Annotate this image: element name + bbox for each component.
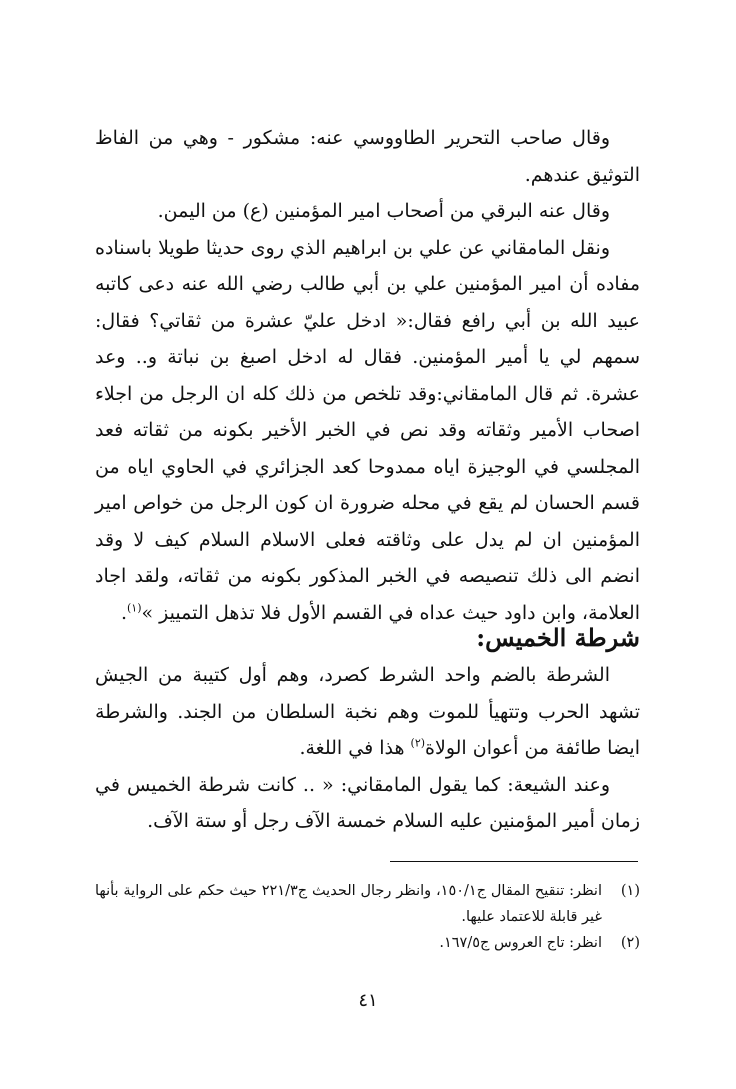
shurta-definition-end: هذا في اللغة. <box>299 737 411 759</box>
footnote-marker: (٢) <box>620 935 640 951</box>
footnote-ref-1: (١) <box>126 601 142 615</box>
footnote-ref-2: (٢) <box>410 736 426 750</box>
section-text-block <box>95 657 640 840</box>
footnote-2 <box>95 930 640 956</box>
footnote-text: انظر: تاج العروس ج١٦٧/٥. <box>439 935 602 951</box>
paragraph-shia-view: وعند الشيعة: كما يقول المامقاني: « .. كانت شرطة الخميس في زمان أمير المؤمنين عليه السلام خمسة الآف رجل أو ستة الآف. <box>95 773 640 832</box>
footnotes <box>95 878 640 956</box>
main-text-block <box>95 120 640 631</box>
shurta-definition-text: الشرطة بالضم واحد الشرط كصرد، وهم أول كتيبة من الجيش تشهد الحرب وتتهيأ للموت وهم نخبة السلطان من الجند. والشرطة ايضا طائفة من أعوان الولاة <box>95 664 640 759</box>
paragraph-barqi: وقال عنه البرقي من أصحاب امير المؤمنين (ع) من اليمن. <box>157 200 610 222</box>
paragraph-mamqani-end: . <box>120 601 127 624</box>
paragraph-mamqani-text: ونقل المامقاني عن علي بن ابراهيم الذي روى حديثا طويلا باسناده مفاده أن امير المؤمنين علي بن أبي طالب رضي الله عنه دعى كاتبه عبيد الله بن أبي رافع فقال:« ادخل عليّ عشرة من ثقاتي؟ فقال: سمهم لي يا أمير المؤمنين. فقال له ادخل اصبغ بن نباتة و.. وعد عشرة. ثم قال المامقاني:وقد تلخص من ذلك كله ان الرجل من اجلاء اصحاب الأمير وثقاته وقد نص في الخبر الأخير بكونه من ثقاته فعد المجلسي في الوجيزة اياه ممدوحا كعد الجزائري في الحاوي اياه من قسم الحسان لم يقع في محله ضرورة ان كون الرجل من خواص امير المؤمنين ان لم يدل على وثاقته فعلى الاسلام السلام كيف لا وقد انضم الى ذلك تنصيصه في الخبر المذكور بكونه من ثقاته، ولقد اجاد العلامة، وابن داود حيث عداه في القسم الأول فلا تذهل التمييز » <box>95 236 640 624</box>
page-number: ٤١ <box>358 990 378 1011</box>
paragraph-shurta-definition <box>95 657 640 767</box>
paragraph-mamqani <box>95 230 640 632</box>
paragraph-tahrir: وقال صاحب التحرير الطاووسي عنه: مشكور - وهي من الفاظ التوثيق عندهم. <box>95 127 640 186</box>
footnote-divider <box>390 861 638 862</box>
footnote-1 <box>95 878 640 930</box>
section-heading: شرطة الخميس: <box>476 623 640 652</box>
footnote-text: انظر: تنقيح المقال ج١٥٠/١، وانظر رجال الحديث ج٢٢١/٣ حيث حكم على الرواية بأنها غير قابلة للاعتماد عليها. <box>95 883 602 925</box>
footnote-marker: (١) <box>620 883 640 899</box>
